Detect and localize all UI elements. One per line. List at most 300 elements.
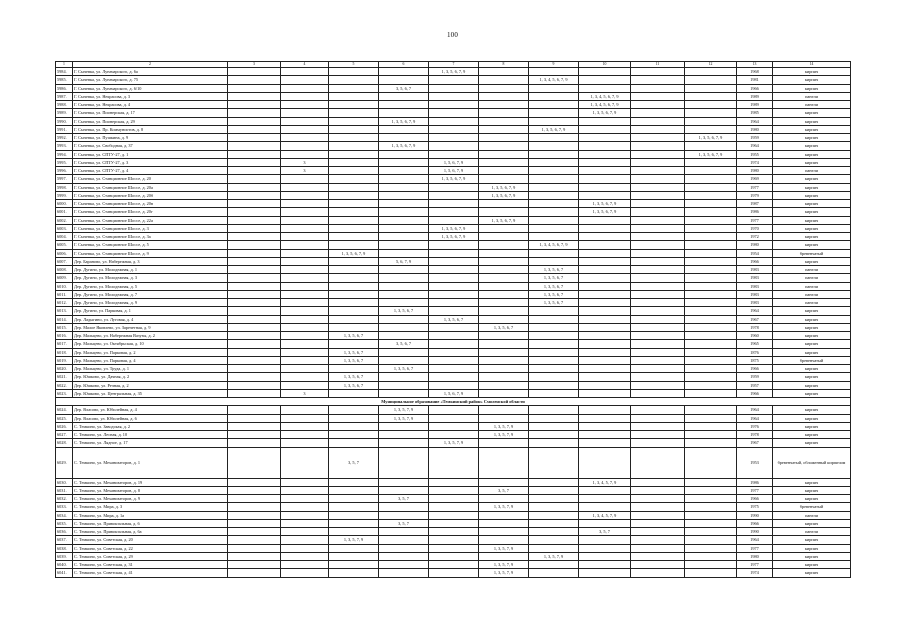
table-row	[56, 208, 851, 216]
characteristic-cell	[479, 290, 529, 298]
characteristic-cell	[379, 511, 429, 519]
characteristic-cell	[529, 422, 579, 430]
characteristic-cell	[685, 332, 737, 340]
material-cell: кирпич	[773, 150, 851, 158]
characteristic-cell: 1, 3, 5, 6, 7	[329, 348, 379, 356]
address-cell: Дер. Дугино, ул. Парковая, д. 1	[73, 307, 228, 315]
year-cell: 1959	[737, 373, 773, 381]
characteristic-cell	[379, 536, 429, 544]
material-cell: кирпич	[773, 175, 851, 183]
characteristic-cell	[529, 544, 579, 552]
characteristic-cell	[579, 84, 631, 92]
material-cell: панели	[773, 299, 851, 307]
characteristic-cell	[579, 552, 631, 560]
characteristic-cell	[631, 406, 685, 414]
address-cell: Г. Сычевка, ул. Станционное Шоссе, д. 3а	[73, 233, 228, 241]
address-cell: Дер. Мальцево, ул. Октябрьская, д. 10	[73, 340, 228, 348]
characteristic-cell	[379, 200, 429, 208]
table-row	[56, 561, 851, 569]
characteristic-cell	[631, 439, 685, 447]
characteristic-cell	[529, 183, 579, 191]
characteristic-cell	[479, 142, 529, 150]
table-row	[56, 76, 851, 84]
address-cell: Дер. Дугино, ул. Молодежная, д. 7	[73, 290, 228, 298]
characteristic-cell	[329, 299, 379, 307]
table-row	[56, 356, 851, 364]
characteristic-cell	[329, 150, 379, 158]
characteristic-cell	[228, 208, 281, 216]
material-cell: кирпич	[773, 216, 851, 224]
row-number-cell: 5985.	[56, 76, 73, 84]
characteristic-cell	[228, 200, 281, 208]
characteristic-cell	[429, 569, 479, 577]
characteristic-cell	[685, 216, 737, 224]
characteristic-cell	[379, 68, 429, 76]
characteristic-cell	[429, 340, 479, 348]
row-number-cell: 6009.	[56, 274, 73, 282]
material-cell: панели	[773, 266, 851, 274]
material-cell: бревенчатый	[773, 249, 851, 257]
characteristic-cell	[281, 299, 329, 307]
characteristic-cell: 1, 3, 5, 6, 7, 9	[685, 150, 737, 158]
characteristic-cell	[685, 544, 737, 552]
characteristic-cell	[329, 84, 379, 92]
characteristic-cell	[429, 134, 479, 142]
characteristic-cell	[281, 257, 329, 265]
column-number: 3	[228, 62, 281, 68]
characteristic-cell	[631, 544, 685, 552]
characteristic-cell	[281, 76, 329, 84]
address-cell: Г. Сычевка, ул. Луначарского, д. 75	[73, 76, 228, 84]
characteristic-cell	[685, 315, 737, 323]
characteristic-cell	[685, 389, 737, 397]
characteristic-cell	[631, 68, 685, 76]
characteristic-cell	[429, 117, 479, 125]
characteristic-cell	[631, 150, 685, 158]
characteristic-cell	[479, 495, 529, 503]
row-number-cell: 5991.	[56, 125, 73, 133]
characteristic-cell	[685, 447, 737, 478]
table-row	[56, 142, 851, 150]
characteristic-cell	[631, 241, 685, 249]
characteristic-cell: 1, 3, 4, 5, 7, 9	[579, 511, 631, 519]
address-cell: С. Темкино, ул. Привокзальная, д. 6	[73, 519, 228, 527]
characteristic-cell	[281, 447, 329, 478]
characteristic-cell	[479, 447, 529, 478]
characteristic-cell	[579, 224, 631, 232]
characteristic-cell	[479, 175, 529, 183]
characteristic-cell: 1, 3, 5, 6, 7, 9	[579, 208, 631, 216]
characteristic-cell: 1, 3, 5, 6, 7, 9	[429, 68, 479, 76]
characteristic-cell	[379, 315, 429, 323]
material-cell: кирпич	[773, 431, 851, 439]
table-row	[56, 200, 851, 208]
characteristic-cell	[579, 290, 631, 298]
characteristic-cell	[631, 356, 685, 364]
year-cell: 1977	[737, 216, 773, 224]
characteristic-cell	[529, 528, 579, 536]
characteristic-cell	[631, 503, 685, 511]
characteristic-cell	[579, 348, 631, 356]
address-cell: Г. Сычевка, ул. Луначарского, д. 6а	[73, 68, 228, 76]
characteristic-cell	[379, 241, 429, 249]
characteristic-cell	[281, 175, 329, 183]
characteristic-cell: 3, 5, 6, 7	[379, 84, 429, 92]
material-cell: кирпич	[773, 552, 851, 560]
characteristic-cell	[281, 561, 329, 569]
characteristic-cell	[479, 117, 529, 125]
address-cell: Г. Сычевка, ул. Пр. Коммунистов, д. 8	[73, 125, 228, 133]
year-cell: 1959	[737, 134, 773, 142]
year-cell: 1983	[737, 274, 773, 282]
characteristic-cell	[479, 439, 529, 447]
characteristic-cell	[228, 323, 281, 331]
address-cell: С. Темкино, ул. Советская, д. 22	[73, 544, 228, 552]
material-cell: кирпич	[773, 536, 851, 544]
characteristic-cell	[429, 76, 479, 84]
table-row	[56, 389, 851, 397]
address-cell: Дер. Юшково, ул. Речная, д. 2	[73, 381, 228, 389]
characteristic-cell	[631, 495, 685, 503]
characteristic-cell	[281, 315, 329, 323]
characteristic-cell: 1, 3, 5, 7, 9	[479, 561, 529, 569]
characteristic-cell	[379, 101, 429, 109]
address-cell: Дер. Дугино, ул. Молодежная, д. 3	[73, 274, 228, 282]
characteristic-cell	[429, 142, 479, 150]
characteristic-cell	[379, 381, 429, 389]
characteristic-cell	[685, 569, 737, 577]
characteristic-cell	[479, 332, 529, 340]
characteristic-cell: 1, 5, 6, 7, 9	[429, 167, 479, 175]
characteristic-cell	[429, 125, 479, 133]
characteristic-cell	[228, 315, 281, 323]
characteristic-cell	[429, 307, 479, 315]
characteristic-cell	[379, 167, 429, 175]
characteristic-cell	[529, 356, 579, 364]
address-cell: Дер. Ладыгино, ул. Луговая, д. 4	[73, 315, 228, 323]
characteristic-cell	[429, 356, 479, 364]
year-cell: 1990	[737, 528, 773, 536]
characteristic-cell: 1, 3, 5, 7, 9	[479, 431, 529, 439]
characteristic-cell	[429, 431, 479, 439]
year-cell: 1989	[737, 92, 773, 100]
address-cell: Г. Сычевка, ул. СПТУ-27, д. 4	[73, 167, 228, 175]
characteristic-cell	[429, 373, 479, 381]
characteristic-cell: 1, 3, 4, 5, 6, 7, 9	[529, 76, 579, 84]
characteristic-cell: 1, 3, 5, 7, 9	[379, 406, 429, 414]
characteristic-cell	[281, 183, 329, 191]
table-row	[56, 447, 851, 478]
address-cell: Г. Сычевка, ул. Пионерская, д. 17	[73, 109, 228, 117]
characteristic-cell	[429, 519, 479, 527]
column-number: 4	[281, 62, 329, 68]
table-row	[56, 552, 851, 560]
characteristic-cell	[281, 249, 329, 257]
characteristic-cell	[685, 266, 737, 274]
material-cell: кирпич	[773, 200, 851, 208]
material-cell: панели	[773, 511, 851, 519]
characteristic-cell: 1, 3, 5, 6, 7	[529, 299, 579, 307]
characteristic-cell	[479, 365, 529, 373]
address-cell: Дер. Бараново, ул. Набережная, д. 3	[73, 257, 228, 265]
characteristic-cell: 1, 3, 4, 5, 6, 7, 9	[529, 241, 579, 249]
characteristic-cell	[379, 92, 429, 100]
characteristic-cell	[479, 68, 529, 76]
address-cell: С. Темкино, ул. Механизаторов, д. 1	[73, 447, 228, 478]
characteristic-cell	[685, 224, 737, 232]
characteristic-cell	[228, 125, 281, 133]
address-cell: Г. Сычевка, ул. Станционное Шоссе, д. 20а	[73, 183, 228, 191]
characteristic-cell	[685, 536, 737, 544]
characteristic-cell	[579, 241, 631, 249]
characteristic-cell	[281, 233, 329, 241]
year-cell: 1966	[737, 257, 773, 265]
year-cell: 1977	[737, 561, 773, 569]
table-row	[56, 125, 851, 133]
row-number-cell: 6007.	[56, 257, 73, 265]
characteristic-cell	[631, 200, 685, 208]
characteristic-cell	[379, 332, 429, 340]
page-number: 100	[446, 31, 459, 39]
address-cell: Г. Сычевка, ул. Пушкина, д. 9	[73, 134, 228, 142]
table-row	[56, 167, 851, 175]
year-cell: 1977	[737, 183, 773, 191]
year-cell: 1978	[737, 323, 773, 331]
characteristic-cell	[579, 125, 631, 133]
characteristic-cell: 1, 3, 5, 6, 7, 9	[579, 109, 631, 117]
characteristic-cell	[379, 158, 429, 166]
row-number-cell: 6039.	[56, 552, 73, 560]
material-cell: кирпич	[773, 365, 851, 373]
material-cell: кирпич	[773, 208, 851, 216]
address-cell: Г. Сычевка, ул. Свободная, д. 37	[73, 142, 228, 150]
address-cell: Г. Сычевка, ул. Станционное Шоссе, д. 22а	[73, 216, 228, 224]
material-cell: кирпич	[773, 323, 851, 331]
year-cell: 1983	[737, 282, 773, 290]
material-cell: кирпич	[773, 257, 851, 265]
characteristic-cell	[579, 266, 631, 274]
row-number-cell: 6028.	[56, 439, 73, 447]
characteristic-cell	[631, 233, 685, 241]
characteristic-cell	[379, 389, 429, 397]
table-row	[56, 307, 851, 315]
row-number-cell: 6003.	[56, 224, 73, 232]
material-cell: кирпич	[773, 381, 851, 389]
characteristic-cell	[479, 389, 529, 397]
material-cell: кирпич	[773, 569, 851, 577]
characteristic-cell	[529, 381, 579, 389]
characteristic-cell	[631, 315, 685, 323]
characteristic-cell	[429, 274, 479, 282]
material-cell: кирпич	[773, 224, 851, 232]
year-cell: 1970	[737, 224, 773, 232]
characteristic-cell	[281, 406, 329, 414]
characteristic-cell	[685, 422, 737, 430]
material-cell: кирпич	[773, 68, 851, 76]
characteristic-cell	[631, 208, 685, 216]
characteristic-cell	[685, 249, 737, 257]
characteristic-cell	[631, 552, 685, 560]
material-cell: кирпич	[773, 406, 851, 414]
characteristic-cell	[631, 290, 685, 298]
characteristic-cell	[228, 486, 281, 494]
characteristic-cell	[329, 519, 379, 527]
characteristic-cell	[685, 241, 737, 249]
table-row	[56, 332, 851, 340]
characteristic-cell: 1, 3, 5, 6, 7, 9	[479, 191, 529, 199]
characteristic-cell	[479, 381, 529, 389]
characteristic-cell	[281, 101, 329, 109]
characteristic-cell	[329, 208, 379, 216]
material-cell: кирпич	[773, 315, 851, 323]
characteristic-cell	[281, 431, 329, 439]
characteristic-cell	[579, 495, 631, 503]
characteristic-cell: 1, 5, 6, 7, 9	[429, 389, 479, 397]
row-number-cell: 5986.	[56, 84, 73, 92]
characteristic-cell	[329, 142, 379, 150]
characteristic-cell	[579, 381, 631, 389]
table-row	[56, 266, 851, 274]
characteristic-cell	[529, 158, 579, 166]
characteristic-cell	[329, 216, 379, 224]
characteristic-cell	[579, 536, 631, 544]
table-row	[56, 299, 851, 307]
characteristic-cell	[631, 282, 685, 290]
column-number: 8	[479, 62, 529, 68]
characteristic-cell	[281, 134, 329, 142]
characteristic-cell	[429, 422, 479, 430]
characteristic-cell	[281, 569, 329, 577]
characteristic-cell	[228, 431, 281, 439]
characteristic-cell	[329, 76, 379, 84]
material-cell: панели	[773, 528, 851, 536]
characteristic-cell	[228, 299, 281, 307]
characteristic-cell	[631, 216, 685, 224]
characteristic-cell	[228, 117, 281, 125]
section-block	[56, 398, 851, 406]
year-cell: 1968	[737, 68, 773, 76]
table-row	[56, 422, 851, 430]
characteristic-cell	[329, 101, 379, 109]
characteristic-cell	[329, 134, 379, 142]
material-cell: кирпич	[773, 439, 851, 447]
characteristic-cell	[579, 282, 631, 290]
characteristic-cell	[329, 486, 379, 494]
characteristic-cell	[228, 422, 281, 430]
characteristic-cell	[631, 134, 685, 142]
characteristic-cell	[429, 266, 479, 274]
characteristic-cell: 1, 3, 5, 6, 7, 9	[429, 175, 479, 183]
characteristic-cell	[228, 503, 281, 511]
characteristic-cell	[228, 528, 281, 536]
characteristic-cell	[379, 323, 429, 331]
characteristic-cell: 1, 3, 5, 6, 7	[529, 266, 579, 274]
address-cell: Г. Сычевка, ул. СПТУ-27, д. 3	[73, 158, 228, 166]
characteristic-cell	[631, 175, 685, 183]
characteristic-cell	[228, 340, 281, 348]
characteristic-cell	[228, 544, 281, 552]
characteristic-cell	[379, 478, 429, 486]
characteristic-cell	[631, 348, 685, 356]
characteristic-cell	[379, 503, 429, 511]
characteristic-cell	[228, 561, 281, 569]
column-number: 11	[631, 62, 685, 68]
characteristic-cell	[429, 200, 479, 208]
address-cell: С. Темкино, ул. Советская, д. 31	[73, 561, 228, 569]
characteristic-cell	[429, 365, 479, 373]
characteristic-cell	[631, 561, 685, 569]
characteristic-cell: 3, 5, 7	[479, 486, 529, 494]
characteristic-cell	[228, 101, 281, 109]
characteristic-cell	[579, 315, 631, 323]
characteristic-cell	[631, 332, 685, 340]
table-row	[56, 503, 851, 511]
year-cell: 1875	[737, 356, 773, 364]
row-number-cell: 6014.	[56, 315, 73, 323]
characteristic-cell	[329, 528, 379, 536]
address-cell: Г. Сычевка, ул. Станционное Шоссе, д. 20б	[73, 191, 228, 199]
characteristic-cell	[228, 134, 281, 142]
table-row	[56, 216, 851, 224]
characteristic-cell	[529, 406, 579, 414]
table-row	[56, 109, 851, 117]
characteristic-cell	[228, 68, 281, 76]
year-cell: 1983	[737, 266, 773, 274]
material-cell: кирпич	[773, 486, 851, 494]
year-cell: 1966	[737, 495, 773, 503]
characteristic-cell	[631, 224, 685, 232]
characteristic-cell	[281, 117, 329, 125]
characteristic-cell: 1, 3, 5, 6, 7	[329, 356, 379, 364]
characteristic-cell	[429, 323, 479, 331]
characteristic-cell	[579, 142, 631, 150]
row-number-cell: 6036.	[56, 528, 73, 536]
characteristic-cell	[281, 200, 329, 208]
characteristic-cell	[579, 422, 631, 430]
characteristic-cell	[579, 233, 631, 241]
characteristic-cell	[429, 257, 479, 265]
characteristic-cell	[429, 486, 479, 494]
characteristic-cell	[529, 167, 579, 175]
characteristic-cell: 3, 5, 7	[329, 447, 379, 478]
characteristic-cell	[685, 406, 737, 414]
characteristic-cell	[685, 373, 737, 381]
characteristic-cell	[379, 431, 429, 439]
year-cell: 1953	[737, 447, 773, 478]
material-cell: бревенчатый	[773, 503, 851, 511]
row-number-cell: 6005.	[56, 241, 73, 249]
characteristic-cell	[579, 356, 631, 364]
characteristic-cell	[281, 241, 329, 249]
characteristic-cell	[228, 158, 281, 166]
address-cell: Г. Сычевка, ул. Станционное Шоссе, д. 20в	[73, 200, 228, 208]
table-row	[56, 224, 851, 232]
characteristic-cell	[329, 175, 379, 183]
row-number-cell: 6018.	[56, 348, 73, 356]
row-number-cell: 5996.	[56, 167, 73, 175]
row-number-cell: 5998.	[56, 183, 73, 191]
characteristic-cell: 1, 3, 5, 7, 9	[479, 422, 529, 430]
characteristic-cell	[631, 167, 685, 175]
characteristic-cell	[579, 167, 631, 175]
characteristic-cell	[685, 439, 737, 447]
row-number-cell: 6023.	[56, 389, 73, 397]
row-number-cell: 5992.	[56, 134, 73, 142]
row-number-cell: 6002.	[56, 216, 73, 224]
characteristic-cell: 1, 5, 6, 7, 9	[429, 158, 479, 166]
characteristic-cell	[329, 282, 379, 290]
characteristic-cell	[685, 503, 737, 511]
